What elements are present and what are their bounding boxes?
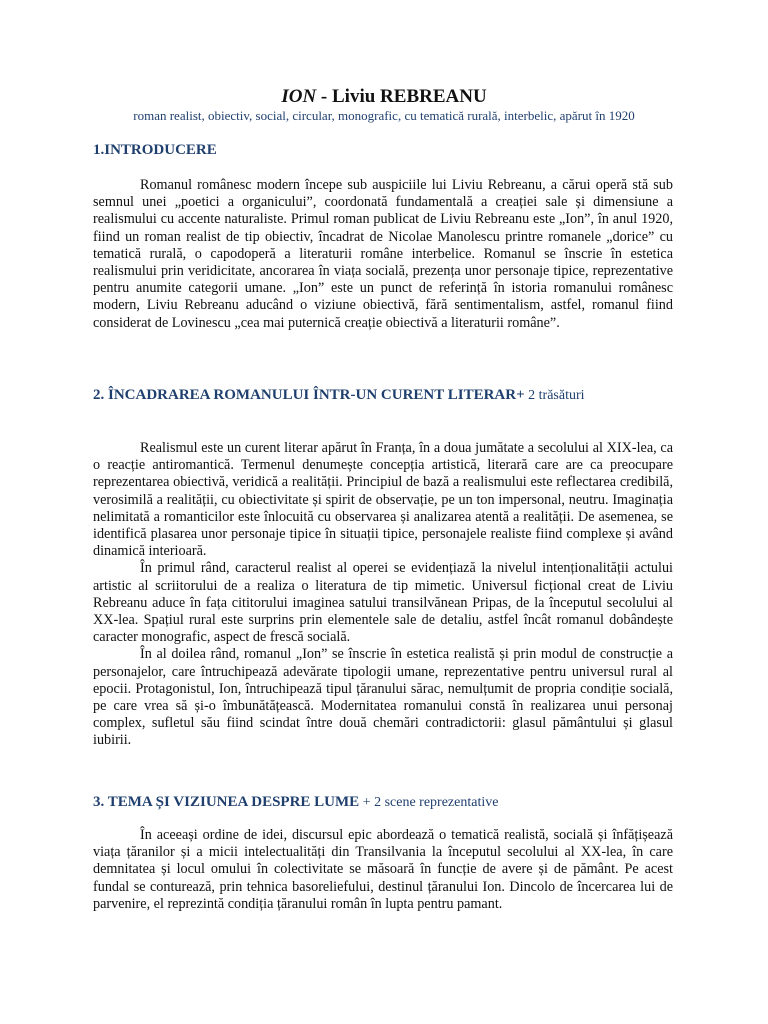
document-subtitle: roman realist, obiectiv, social, circular, monografic, cu tematică rurală, interbelic, apărut în 1920 [133,108,635,123]
paragraph: În primul rând, caracterul realist al operei se evidențiază la nivelul intenționalității actului artistic al scriitorului de a realiza o literatura de tip mimetic. Universul ficțional creat de Liviu Rebreanu aduce în fața cititorului imaginea satului transilvănean Pripas, de la începutul secolului al XX-lea. Spațiul rural este surprins prin elementele sale de detaliu, astfel încât romanul dobândește caracter monografic, aspect de frescă socială. [93,560,673,646]
section-heading-introducere [93,141,217,160]
section-heading-text: 2. ÎNCADRAREA ROMANULUI ÎNTR-UN CURENT LITERAR+ [93,387,525,403]
section-heading-suffix: + 2 scene reprezentative [359,795,499,810]
document-title [0,86,768,108]
section-heading-curent-literar [93,386,585,405]
section-body-introducere [93,177,673,332]
section-body-curent-literar [93,440,673,750]
paragraph: În aceeași ordine de idei, discursul epic abordează o tematică realistă, socială și înfățișează viața țăranilor și a micii intelectualități din Transilvania la începutul secolului al XX-lea, în care demnitatea și locul omului în colectivitate se măsoară în funcție de avere și de pământ. Pe acest fundal se conturează, prin tehnica basoreliefului, destinul țăranului Ion. Dincolo de încercarea lui de parvenire, el reprezintă condiția țăranului român în lupta pentru pamant. [93,827,673,912]
title-novel-name: ION [281,86,317,107]
section-heading-suffix: 2 trăsături [524,388,585,403]
paragraph: Romanul românesc modern începe sub auspiciile lui Liviu Rebreanu, a cărui operă stă sub semnul unei „poetici a organicului”, coordonată fundamentală a creației sale și dimensiune a realismului cu accente naturaliste. Primul roman publicat de Liviu Rebreanu este „Ion”, în anul 1920, fiind un roman realist de tip obiectiv, încadrat de Nicolae Manolescu printre romanele „dorice” cu tematică rurală, o capodoperă a literaturii române interbelice. Romanul se înscrie în estetica realismului prin veridicitate, ancorarea în viața socială, prezența unor personaje tipice, reprezentative pentru anumite categorii umane. „Ion” este un punct de referință în istoria romanului românesc modern, Liviu Rebreanu aducând o viziune obiectivă, fără sentimentalism, astfel, romanul fiind considerat de Lovinescu „cea mai puternică creație obiectivă a literaturii române”. [93,177,673,331]
section-body-tema [93,827,673,913]
section-heading-tema [93,793,498,812]
paragraph: Realismul este un curent literar apărut în Franța, în a doua jumătate a secolului al XIX-lea, ca o reacție antiromantică. Termenul denumește concepția artistică, literară care are ca preocupare reprezentarea obiectivă, veridică a realității. Principiul de bază a realismului este reflectarea credibilă, verosimilă a realității, cu obiectivitate și spirit de observație, pe un ton impersonal, neutru. Imaginația nelimitată a romanticilor este înlocuită cu observarea și analizarea atentă a realității. De asemenea, se identifică plasarea unor personaje tipice în situații tipice, personajele realiste fiind complexe și având dinamică interioară. [93,440,673,560]
section-heading-text: 1.INTRODUCERE [93,142,217,158]
section-heading-text: 3. TEMA ȘI VIZIUNEA DESPRE LUME [93,794,360,810]
paragraph: În al doilea rând, romanul „Ion” se înscrie în estetica realistă și prin modul de construcție a personajelor, care întruchipează adevărate tipologii umane, reprezentative pentru universul rural al epocii. Protagonistul, Ion, întruchipează tipul țăranului sărac, nemulțumit de propria condiție socială, pe care vrea să și-o îmbunătățească. Modernitatea romanului constă în realizarea unui personaj complex, sufletul său fiind scindat între două chemări contradictorii: glasul pământului și glasul iubirii. [93,646,673,749]
title-author: - Liviu REBREANU [316,86,487,107]
